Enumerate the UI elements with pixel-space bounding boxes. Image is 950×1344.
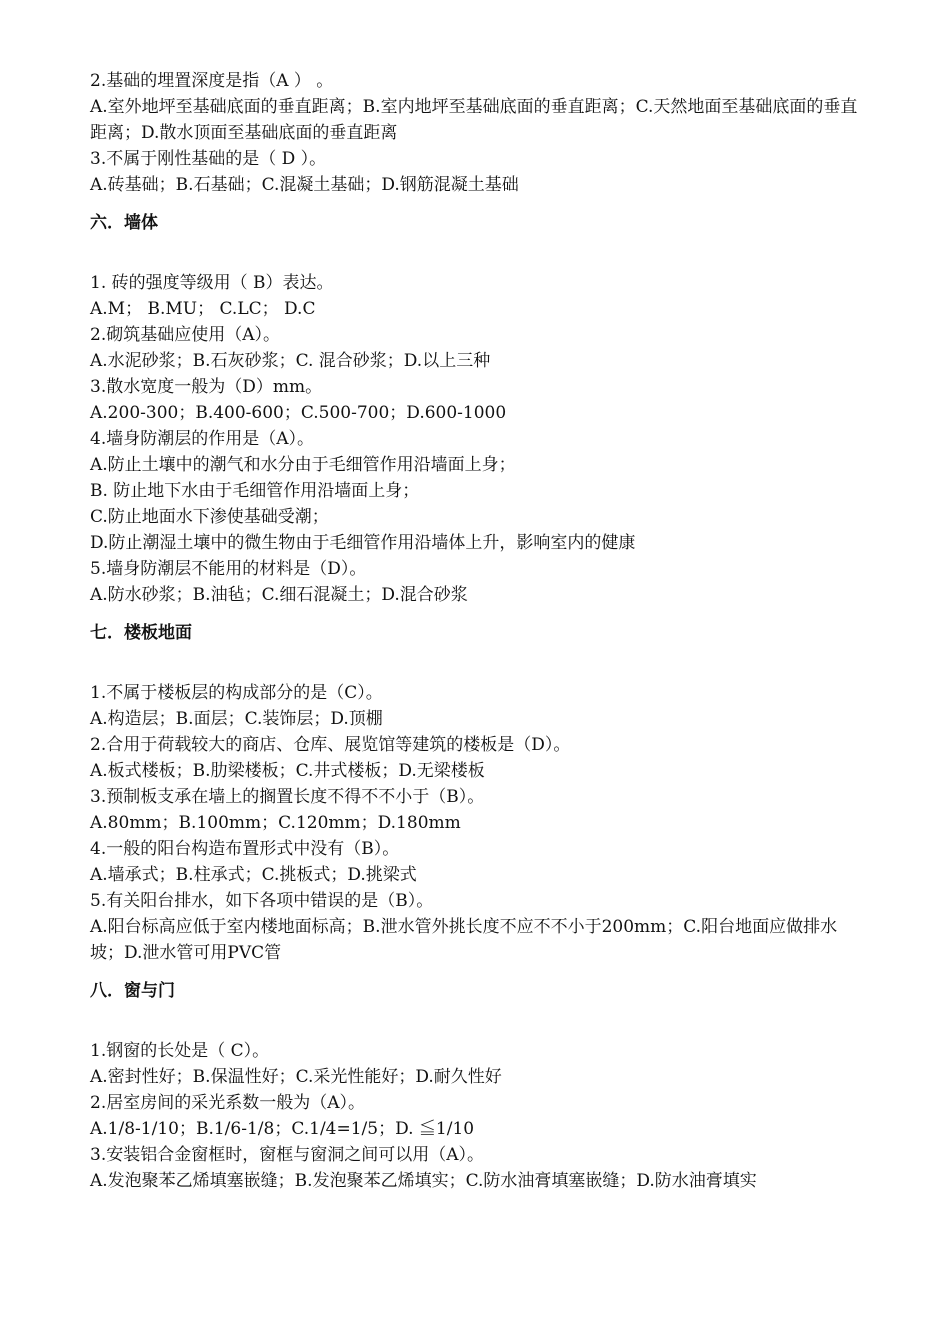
options-line: A.板式楼板；B.肋梁楼板；C.井式楼板；D.无梁楼板	[90, 761, 485, 781]
question-line: 2.居室房间的采光系数一般为（A）。	[90, 1093, 365, 1113]
options-line: A.墙承式；B.柱承式；C.挑板式；D.挑梁式	[90, 865, 417, 885]
question-line: 1.钢窗的长处是（ C）。	[90, 1041, 270, 1061]
section-walls	[90, 210, 870, 608]
question-line: 5.有关阳台排水，如下各项中错误的是（B）。	[90, 891, 434, 911]
section-title: 六．墙体	[90, 213, 158, 233]
options-line: A.密封性好；B.保温性好；C.采光性能好；D.耐久性好	[90, 1067, 502, 1087]
question-line: 4.墙身防潮层的作用是（A）。	[90, 429, 314, 449]
options-line: A.室外地坪至基础底面的垂直距离；B.室内地坪至基础底面的垂直距离；C.天然地面至基础底面的垂直距离；D.散水顶面至基础底面的垂直距离	[90, 97, 858, 143]
document-page	[90, 68, 870, 1194]
options-line: A.80mm；B.100mm；C.120mm；D.180mm	[90, 813, 461, 833]
options-line: B. 防止地下水由于毛细管作用沿墙面上身；	[90, 481, 420, 501]
options-line: A.构造层；B.面层；C.装饰层；D.顶棚	[90, 709, 383, 729]
options-line: A.1/8-1/10；B.1/6-1/8；C.1/4=1/5；D. ≦1/10	[90, 1119, 475, 1139]
question-line: 1. 砖的强度等级用（ B）表达。	[90, 273, 334, 293]
question-line: 5.墙身防潮层不能用的材料是（D）。	[90, 559, 367, 579]
options-line: A.发泡聚苯乙烯填塞嵌缝；B.发泡聚苯乙烯填实；C.防水油膏填塞嵌缝；D.防水油膏填实	[90, 1171, 757, 1191]
options-line: A.防水砂浆；B.油毡；C.细石混凝土；D.混合砂浆	[90, 585, 468, 605]
section-windows-doors	[90, 978, 870, 1194]
options-line: A.阳台标高应低于室内楼地面标高；B.泄水管外挑长度不应不不小于200mm；C.阳台地面应做排水坡；D.泄水管可用PVC管	[90, 917, 838, 963]
section-floors	[90, 620, 870, 966]
section-title: 八．窗与门	[90, 981, 175, 1001]
options-line: D.防止潮湿土壤中的微生物由于毛细管作用沿墙体上升，影响室内的健康	[90, 533, 636, 553]
question-line: 1.不属于楼板层的构成部分的是（C）。	[90, 683, 383, 703]
intro-block	[90, 68, 870, 198]
options-line: A.200-300；B.400-600；C.500-700；D.600-1000	[90, 403, 507, 423]
options-line: A.水泥砂浆；B.石灰砂浆；C. 混合砂浆；D.以上三种	[90, 351, 491, 371]
options-line: A.防止土壤中的潮气和水分由于毛细管作用沿墙面上身；	[90, 455, 516, 475]
question-line: 2.合用于荷载较大的商店、仓库、展览馆等建筑的楼板是（D）。	[90, 735, 571, 755]
question-line: 3.安装铝合金窗框时，窗框与窗洞之间可以用（A）。	[90, 1145, 484, 1165]
question-line: 3.不属于刚性基础的是（ D ）。	[90, 149, 327, 169]
question-line: 2.基础的埋置深度是指（A ） 。	[90, 71, 334, 91]
options-line: A.砖基础；B.石基础；C.混凝土基础；D.钢筋混凝土基础	[90, 175, 519, 195]
options-line: C.防止地面水下渗使基础受潮；	[90, 507, 329, 527]
question-line: 3.散水宽度一般为（D）mm。	[90, 377, 323, 397]
section-title: 七．楼板地面	[90, 623, 192, 643]
question-line: 2.砌筑基础应使用（A）。	[90, 325, 280, 345]
question-line: 4.一般的阳台构造布置形式中没有（B）。	[90, 839, 400, 859]
options-line: A.M； B.MU； C.LC； D.C	[90, 299, 316, 319]
question-line: 3.预制板支承在墙上的搁置长度不得不不小于（B）。	[90, 787, 485, 807]
